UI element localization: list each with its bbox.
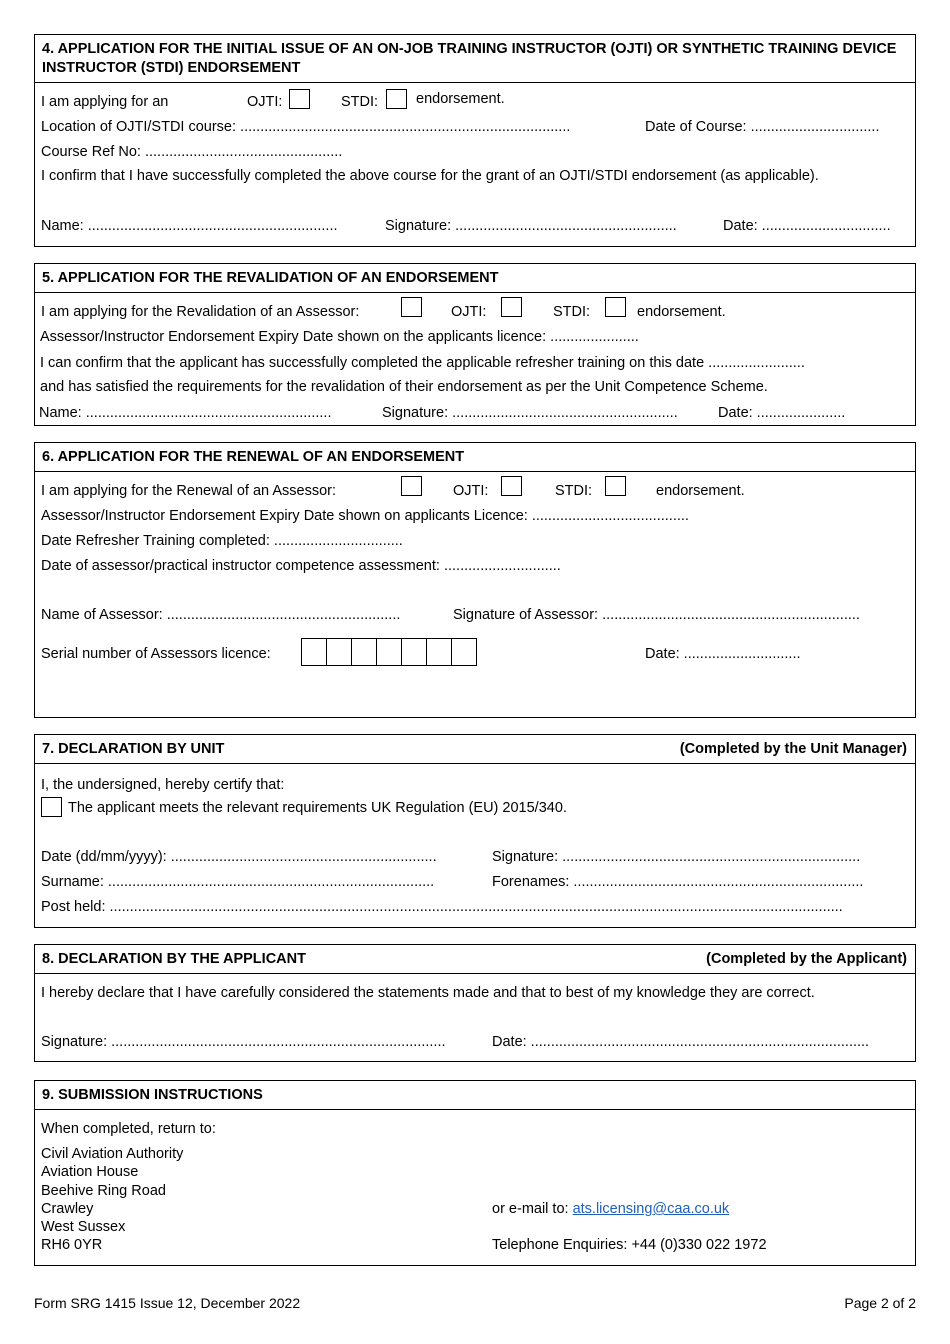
section-4: [34, 34, 916, 247]
s6-assessor-signature-field[interactable]: Signature of Assessor: ................................................................: [453, 607, 860, 623]
s8-declare-text: I hereby declare that I have carefully considered the statements made and that to best of my knowledge they are correct.: [41, 985, 815, 1001]
s4-endorsement-label: endorsement.: [416, 91, 505, 107]
section-5: [34, 263, 916, 426]
footer-form-id: Form SRG 1415 Issue 12, December 2022: [34, 1295, 301, 1311]
s4-course-ref-field[interactable]: Course Ref No: .................................................: [41, 144, 343, 160]
s6-applying-label: I am applying for the Renewal of an Assessor:: [41, 483, 336, 499]
section-4-title: 4. APPLICATION FOR THE INITIAL ISSUE OF AN ON-JOB TRAINING INSTRUCTOR (OJTI) OR SYNTHETIC TRAINING DEVICE INSTRUCTOR (STDI) ENDORSEMENT: [35, 35, 915, 83]
s5-ojti-label: OJTI:: [451, 304, 487, 320]
s4-ojti-checkbox[interactable]: [289, 89, 310, 109]
section-6: [34, 442, 916, 718]
s7-date-field[interactable]: Date (dd/mm/yyyy): ..................................................................: [41, 849, 437, 865]
s9-address-line-3: Beehive Ring Road: [41, 1183, 166, 1199]
s6-refresher-field[interactable]: Date Refresher Training completed: ................................: [41, 533, 403, 549]
s5-endorsement-label: endorsement.: [637, 304, 726, 320]
s9-email-label: or e-mail to:: [492, 1201, 573, 1217]
section-6-title: 6. APPLICATION FOR THE RENEWAL OF AN ENDORSEMENT: [35, 443, 915, 472]
s5-name-field[interactable]: Name: .............................................................: [39, 405, 332, 421]
s7-meets-text: The applicant meets the relevant requirements UK Regulation (EU) 2015/340.: [68, 800, 567, 816]
section-5-title: 5. APPLICATION FOR THE REVALIDATION OF AN ENDORSEMENT: [35, 264, 915, 293]
s7-certify-text: I, the undersigned, hereby certify that:: [41, 777, 285, 793]
s8-date-field[interactable]: Date: ....................................................................................: [492, 1034, 870, 1050]
s4-stdi-checkbox[interactable]: [386, 89, 407, 109]
s5-date-field[interactable]: Date: ......................: [718, 405, 846, 421]
s9-address-line-2: Aviation House: [41, 1164, 139, 1180]
s5-applying-label: I am applying for the Revalidation of an Assessor:: [41, 304, 360, 320]
s9-email-line: [492, 1200, 729, 1218]
s5-confirm-line-2: and has satisfied the requirements for the revalidation of their endorsement as per the Unit Competence Scheme.: [40, 379, 768, 395]
section-9: [34, 1080, 916, 1266]
section-9-title: 9. SUBMISSION INSTRUCTIONS: [35, 1081, 915, 1110]
s4-applying-label: I am applying for an: [41, 94, 169, 110]
s5-signature-field[interactable]: Signature: ........................................................: [382, 405, 678, 421]
s9-return-text: When completed, return to:: [41, 1121, 216, 1137]
s4-location-field[interactable]: Location of OJTI/STDI course: ..................................................................................: [41, 119, 571, 135]
s6-serial-label: Serial number of Assessors licence:: [41, 646, 271, 662]
s7-meets-checkbox[interactable]: [41, 797, 62, 817]
s8-signature-field[interactable]: Signature: ...................................................................................: [41, 1034, 446, 1050]
s6-stdi-checkbox[interactable]: [605, 476, 626, 496]
s4-signature-field[interactable]: Signature: .......................................................: [385, 218, 677, 234]
section-7-completed-by: (Completed by the Unit Manager): [679, 741, 907, 757]
s7-forenames-field[interactable]: Forenames: ........................................................................: [492, 874, 864, 890]
footer-page-number: Page 2 of 2: [844, 1295, 916, 1311]
s5-confirm-line-1[interactable]: I can confirm that the applicant has successfully completed the applicable refresher training on this date ........................: [40, 355, 805, 371]
s4-date-field[interactable]: Date: ................................: [723, 218, 891, 234]
s6-assessor-checkbox[interactable]: [401, 476, 422, 496]
section-8-title: 8. DECLARATION BY THE APPLICANT: [42, 951, 306, 967]
s5-stdi-label: STDI:: [553, 304, 591, 320]
s9-address-line-5: West Sussex: [41, 1219, 126, 1235]
s6-serial-input[interactable]: [301, 638, 477, 666]
s4-ojti-label: OJTI:: [247, 94, 283, 110]
s6-endorsement-label: endorsement.: [656, 483, 745, 499]
s6-stdi-label: STDI:: [555, 483, 593, 499]
s4-date-course-field[interactable]: Date of Course: ................................: [645, 119, 880, 135]
section-8-header: [35, 945, 915, 974]
s7-signature-field[interactable]: Signature: ..........................................................................: [492, 849, 861, 865]
s9-email-link[interactable]: ats.licensing@caa.co.uk: [572, 1201, 730, 1217]
s9-address-line-4: Crawley: [41, 1201, 94, 1217]
s6-date-field[interactable]: Date: .............................: [645, 646, 801, 662]
section-8-completed-by: (Completed by the Applicant): [706, 951, 907, 967]
s6-competence-field[interactable]: Date of assessor/practical instructor competence assessment: .............................: [41, 558, 561, 574]
s7-surname-field[interactable]: Surname: .................................................................................: [41, 874, 435, 890]
s4-confirm-text: I confirm that I have successfully completed the above course for the grant of an OJTI/STDI endorsement (as applicable).: [41, 168, 819, 184]
section-7: [34, 734, 916, 928]
s9-address-line-6: RH6 0YR: [41, 1237, 103, 1253]
s6-ojti-checkbox[interactable]: [501, 476, 522, 496]
s5-stdi-checkbox[interactable]: [605, 297, 626, 317]
s6-ojti-label: OJTI:: [453, 483, 489, 499]
s4-stdi-label: STDI:: [341, 94, 379, 110]
s4-name-field[interactable]: Name: ..............................................................: [41, 218, 338, 234]
s7-post-field[interactable]: Post held: ......................................................................................................................................................................................: [41, 899, 843, 915]
s9-address-line-1: Civil Aviation Authority: [41, 1146, 184, 1162]
s6-expiry-field[interactable]: Assessor/Instructor Endorsement Expiry Date shown on applicants Licence: .......................................: [41, 508, 689, 524]
section-7-title: 7. DECLARATION BY UNIT: [42, 741, 225, 757]
section-8: [34, 944, 916, 1062]
s5-assessor-checkbox[interactable]: [401, 297, 422, 317]
s6-assessor-name-field[interactable]: Name of Assessor: ..........................................................: [41, 607, 401, 623]
s9-phone-text: Telephone Enquiries: +44 (0)330 022 1972: [492, 1237, 767, 1253]
s5-ojti-checkbox[interactable]: [501, 297, 522, 317]
s5-expiry-field[interactable]: Assessor/Instructor Endorsement Expiry Date shown on the applicants licence: ......................: [40, 329, 639, 345]
section-7-header: [35, 735, 915, 764]
